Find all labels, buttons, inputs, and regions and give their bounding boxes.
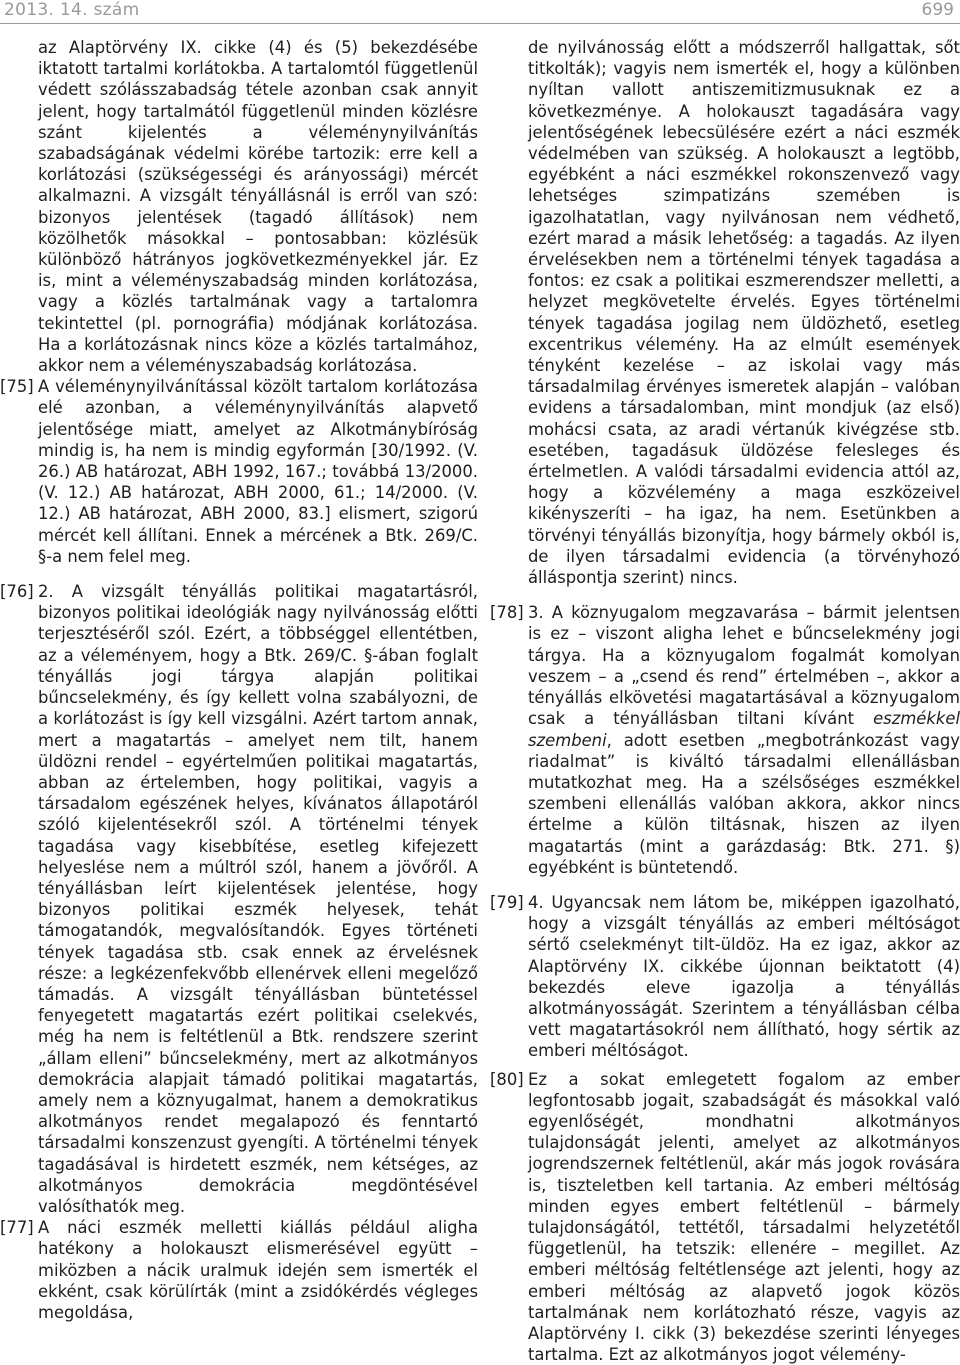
paragraph-text: az Alaptörvény IX. cikke (4) és (5) bekezdésébe iktatott tartalmi korlátokba. A tartalomtól függetlenül védett szólásszabadság tétele azonban csak annyit jelent, hogy tartalmától függetlenül minden közlésre szánt kijelentés a véleménynyilvánítás szabadságának védelmi körébe tartozik: erre kell a korlátozási (szükségességi és arányossági) mércét alkalmazni. A vizsgált tényállásnál is erről van szó: bizonyos jelentések (tagadó állítások) nem közölhetők másokkal – pontosabban: közlésük különböző hátrányos jogkövetkezményekkel jár. Ez is, mint a véleményszabadság minden korlátozása, vagy a közlés tartalmának vagy a tartalomra tekintettel (pl. pornográfia) módjának korlátozása. Ha a korlátozásnak nincs köze a közlés tartalmához, akkor nem a véleményszabadság korlátozása. (38, 38, 478, 376)
issue-label: 2013. 14. szám (4, 0, 140, 20)
paragraph-79 (490, 892, 960, 1062)
paragraph-77-continued (490, 37, 960, 588)
paragraph-text: , adott esetben „megbotránkozást vagy riadalmat” is kiváltó társadalmi ellenállásban mutatkozhat meg. Ha a szélsőséges eszmékkel szembeni ellenállás valóban akkora, akkor nincs értelme a külön tiltásnak, hiszen az ilyen magatartás (mint a garázdaság: Btk. 271. §) egyébként is büntetendő. (528, 730, 960, 877)
paragraph-number: [78] (490, 603, 524, 623)
paragraph-77 (0, 1217, 478, 1323)
paragraph-number: [75] (0, 377, 34, 397)
paragraph-text: A náci eszmék melletti kiállás például aligha hatékony a holokauszt elismerésével együtt – miközben a nácik uralmuk idején sem ismerték el ekként, csak körülírták (mint a zsidókérdés végleges megoldása, (38, 1218, 478, 1322)
paragraph-number: [76] (0, 582, 34, 602)
paragraph-text: A véleménynyilvánítással közölt tartalom korlátozása elé azonban, a véleménynyilvánítás alapvető jelentősége miatt, amelyet az Alkotmánybíróság mindig is, ha nem is mindig egyformán [30/1992. (V. 26.) AB határozat, ABH 1992, 167.; továbbá 13/2000. (V. 12.) AB határozat, ABH 2000, 61.; 14/2000. (V. 12.) AB határozat, ABH 2000, 83.] elismert, szigorú mércét kell állítani. Ennek a mércének a Btk. 269/C. §-a nem felel meg. (38, 377, 478, 566)
paragraph-75 (0, 376, 478, 567)
page-header (0, 0, 960, 22)
right-column (490, 37, 960, 1365)
paragraph-text: de nyilvánosság előtt a módszerről hallgattak, sőt titkolták); vagyis nem ismerték el, hogy a különben nyíltan vallott antiszemitizmusuknak ez a következménye. A holokauszt tagadására vagy jelentőségének lebecsülésére ezért a náci eszmék védelmében van szükség. A holokauszt a legtöbb, egyébként a náci eszmékkel rokonszenvező vagy lehetséges szimpatizáns szemében is igazolhatatlan, vagy nyilvánosan nem védhető, ezért marad a másik lehetőség: a tagadás. Az ilyen érvelésekben nem a történelmi tények tagadása a fontos: ez csak a politikai eszmerendszer melletti, a helyzet megkövetelte érvelés. Egyes történelmi tények tagadása jogilag nem üldözhető, esetleg excentrikus vélemény. Ha az elmúlt események tényként kezelése – az iskolai vagy más társadalmilag érvényes ismeretek alapján – valóban evidens a társadalomban, mint mondjuk (az első) mohácsi csata, az aradi vértanúk kivégzése stb. esetében, tagadásuk üldözése felesleges és értelmetlen. A valódi társadalmi evidencia attól az, hogy a közvélemény a maga eszközeivel kikényszeríti – ha igaz, ha nem. Esetünkben a törvényi tényállás bizonyítja, hogy bármely okból is, de ilyen társadalmi evidencia (a törvényhozó álláspontja szerint) nincs. (528, 38, 960, 588)
paragraph-78 (490, 602, 960, 878)
left-column (0, 37, 478, 1343)
header-rule (0, 23, 960, 24)
paragraph-number: [80] (490, 1069, 524, 1089)
paragraph-number: [79] (490, 892, 524, 912)
paragraph-text: Ez a sokat emlegetett fogalom az ember legfontosabb jogait, szabadságát és másokkal való egyenlőségét, mondhatni alkotmányos tulajdonságát jelenti, amelyet az alkotmányos jogrendszernek feltétlenül, akár más jogok rovására is, tiszteletben kell tartania. Az emberi méltóság minden egyes embert feltétlenül – bármely tulajdonságától, tettétől, társadalmi helyzetétől függetlenül, ha tetszik: ellenére – megillet. Az emberi méltóság feltétlensége azt jelenti, hogy az emberi méltóság az alapvető jogok közös tartalmának nem korlátozható része, vagyis az Alaptörvény I. cikk (3) bekezdése szerinti lényeges tartalma. Ezt az alkotmányos jogot vélemény- (528, 1069, 960, 1365)
page-number: 699 (921, 0, 954, 20)
paragraph-80 (490, 1069, 960, 1365)
paragraph-text: 2. A vizsgált tényállás politikai magatartásról, bizonyos politikai ideológiák nagy nyilvánosság előtti terjesztéséről szól. Ezért, a többséggel ellentétben, az a véleményem, hogy a Btk. 269/C. §-ában foglalt tényállás jogi tárgya alapján politikai bűncselekmény, és így kellett volna szabályozni, de a korlátozást is így kell vizsgálni. Azért tartom annak, mert a magatartás – amelyet nem tilt, hanem üldözni rendel – egyértelműen politikai magatartás, abban az értelemben, hogy politikai, vagyis a társadalom egészének helyes, kívánatos állapotáról szóló kijelentésekről szól. A történelmi tények tagadása vagy kisebbítése, esetleg kifejezett helyeslése nem a múltról szól, hanem a jövőről. A tényállásban leírt kijelentések jelentése, hogy bizonyos politikai eszmék helyesek, tehát támogatandók, megvalósítandók. Egyes történeti tények tagadása stb. csak ennek az érvelésnek része: a legkézenfekvőbb ellenérvek elleni megelőző támadás. A vizsgált tényállásban büntetéssel fenyegetett magatartás ezért politikai cselekvés, még ha nem is feltétlenül a Btk. rendszere szerint „állam elleni” bűncselekmény, mert az alkotmányos demokrácia alapjait támadó politikai magatartás, amely nem a köznyugalmat, hanem a demokratikus alkotmányos rendet megalapozó és fenntartó társadalmi konszenzust gyengíti. A történelmi tények tagadásával is hirdetett eszmék, nem kétséges, az alkotmányos demokrácia megdöntésével valósíthatók meg. (38, 582, 478, 1216)
paragraph-text: 4. Ugyancsak nem látom be, miképpen igazolható, hogy a vizsgált tényállás az emberi méltóságot sértő cselekményt tilt-üldöz. Ha ez igaz, akkor az Alaptörvény IX. cikkébe újonnan beiktatott (4) bekezdés eleve igazolja a tényállás alkotmányosságát. Szerintem a tényállásban célba vett magatartásokról nem állítható, hogy sértik az emberi méltóságot. (528, 892, 960, 1061)
paragraph-intro (0, 37, 478, 376)
paragraph-76 (0, 581, 478, 1217)
paragraph-number: [77] (0, 1218, 34, 1238)
emphasized-phrase: eszmékkel szembeni (528, 709, 960, 750)
paragraph-text: 3. A köznyugalom megzavarása – bármit jelentsen is ez – viszont aligha lehet e bűncselekmény jogi tárgya. Ha a köznyugalom fogalmát komolyan veszem – a „csend és rend” értelmében –, akkor a tényállás elkövetési magatartásával a köznyugalom csak a tényállásban tiltani kívánt (528, 603, 960, 729)
